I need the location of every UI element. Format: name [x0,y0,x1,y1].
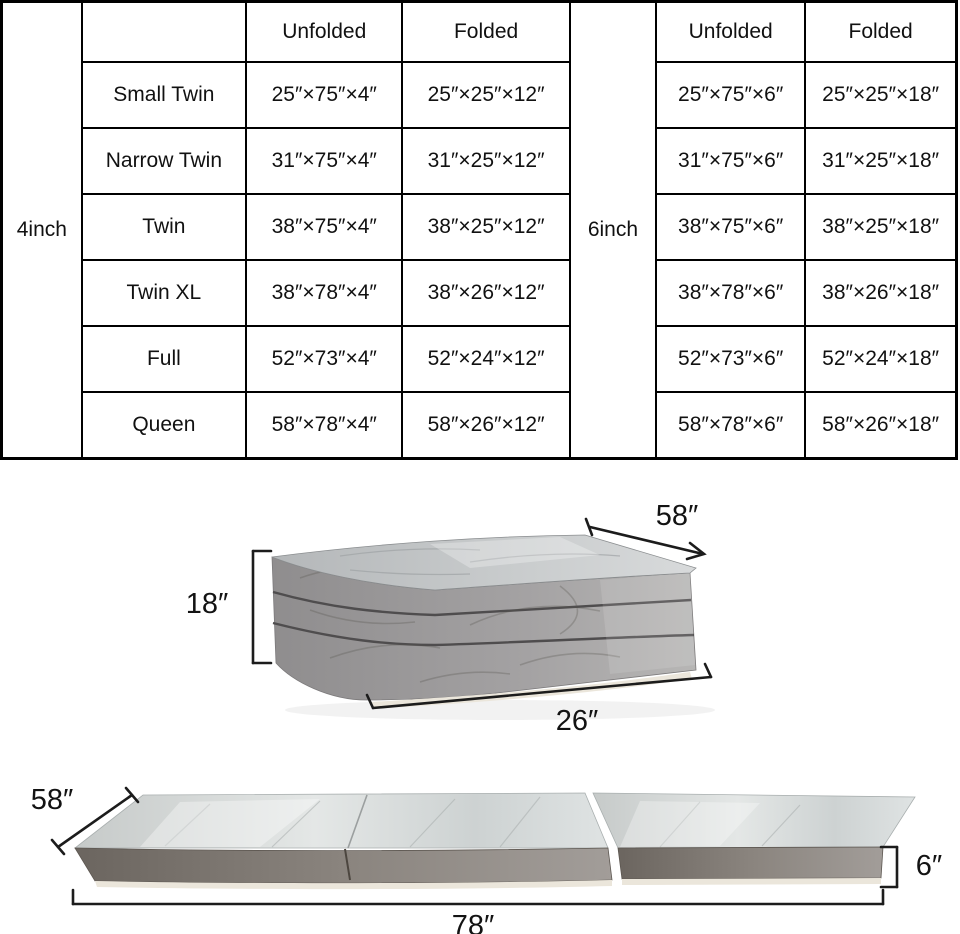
size-name: Narrow Twin [82,128,246,194]
width-58-bottom-tick [52,840,64,854]
unfolded-mattress-diagram [31,784,942,934]
thickness-label-4inch: 4inch [2,2,82,459]
size-chart [0,0,958,460]
dim-6-unfolded: 25″×75″×6″ [656,62,805,128]
folded-depth-label: 26″ [555,705,599,737]
table-row [2,62,957,128]
header-row [2,2,957,63]
dim-6-unfolded: 58″×78″×6″ [656,392,805,459]
dim-4-folded: 38″×26″×12″ [402,260,569,326]
col-header-folded-4inch: Folded [402,2,569,63]
table-row [2,392,957,459]
table-row [2,326,957,392]
depth-26-right-tick [705,664,711,677]
front-sheen [600,573,695,674]
folded-mattress-diagram [186,500,715,737]
dim-4-unfolded: 52″×73″×4″ [246,326,402,392]
dim-6-folded: 38″×26″×18″ [805,260,956,326]
dim-4-folded: 52″×24″×12″ [402,326,569,392]
folded-width-label: 58″ [655,500,699,532]
dim-4-unfolded: 25″×75″×4″ [246,62,402,128]
unfolded-length-label: 78″ [451,910,495,934]
dim-4-unfolded: 38″×75″×4″ [246,194,402,260]
col-header-unfolded-4inch: Unfolded [246,2,402,63]
size-name: Twin XL [82,260,246,326]
width-58-top-tick [126,788,138,802]
unfolded-front-left-mid [75,848,612,883]
corner-empty-cell [82,2,246,63]
dim-6-folded: 31″×25″×18″ [805,128,956,194]
folded-shadow [285,700,715,720]
unfolded-width-label: 58″ [30,784,74,816]
dim-4-unfolded: 58″×78″×4″ [246,392,402,459]
unfolded-base-strip [622,878,881,885]
dim-4-folded: 31″×25″×12″ [402,128,569,194]
table-row [2,128,957,194]
dim-4-folded: 25″×25″×12″ [402,62,569,128]
dim-4-folded: 38″×25″×12″ [402,194,569,260]
size-name: Full [82,326,246,392]
size-name: Twin [82,194,246,260]
dim-6-unfolded: 38″×78″×6″ [656,260,805,326]
dim-6-folded: 52″×24″×18″ [805,326,956,392]
dim-6-unfolded: 52″×73″×6″ [656,326,805,392]
dim-6-unfolded: 31″×75″×6″ [656,128,805,194]
dim-6-folded: 38″×25″×18″ [805,194,956,260]
dim-6-folded: 25″×25″×18″ [805,62,956,128]
product-diagrams [0,460,960,934]
dim-4-unfolded: 38″×78″×4″ [246,260,402,326]
thickness-label-6inch: 6inch [570,2,656,459]
size-name: Queen [82,392,246,459]
table-row [2,260,957,326]
size-name: Small Twin [82,62,246,128]
dim-4-folded: 58″×26″×12″ [402,392,569,459]
unfolded-thickness-label: 6″ [915,850,943,882]
folded-height-label: 18″ [185,588,229,620]
dim-4-unfolded: 31″×75″×4″ [246,128,402,194]
col-header-folded-6inch: Folded [805,2,956,63]
dim-6-unfolded: 38″×75″×6″ [656,194,805,260]
unfolded-front-right [618,847,883,879]
col-header-unfolded-6inch: Unfolded [656,2,805,63]
table-row [2,194,957,260]
dim-6-folded: 58″×26″×18″ [805,392,956,459]
